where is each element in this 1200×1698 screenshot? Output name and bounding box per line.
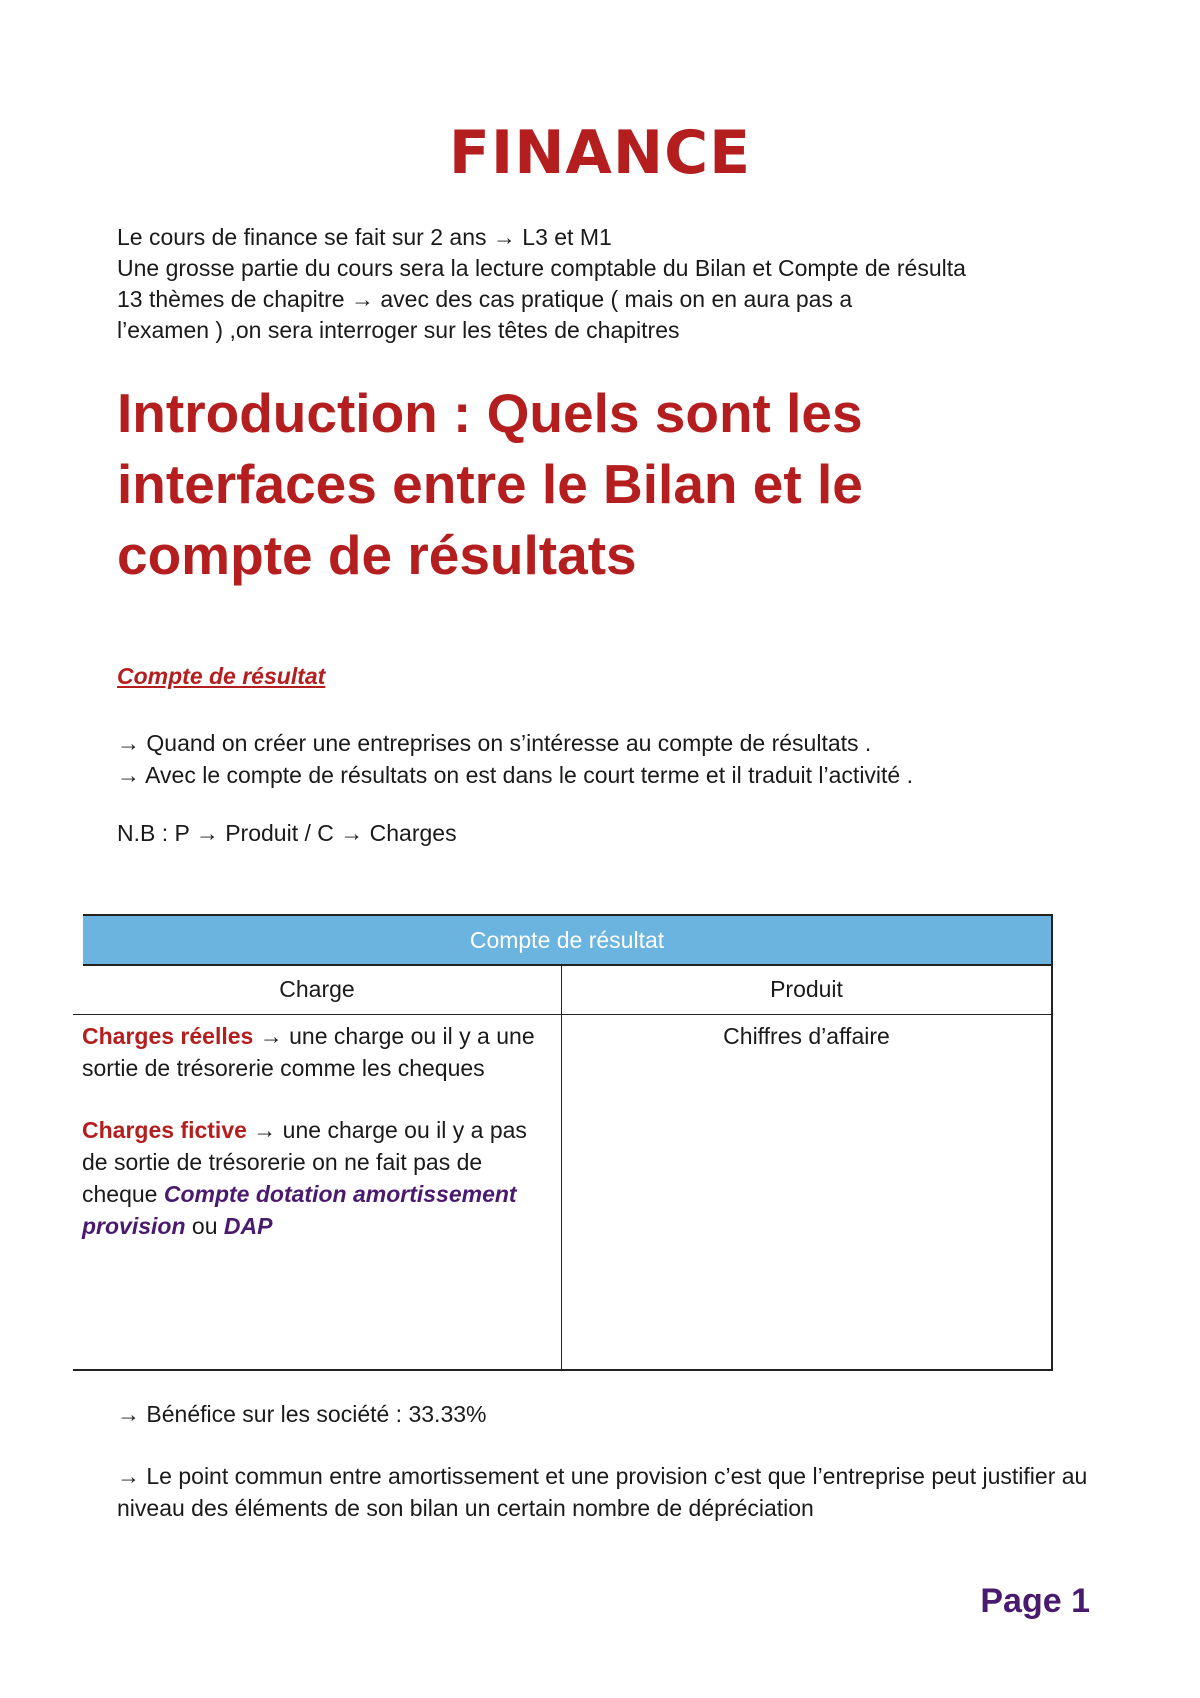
intro-line: Une grosse partie du cours sera la lecture comptable du Bilan et Compte de résulta bbox=[117, 255, 966, 281]
section-title: Compte de résultat bbox=[117, 663, 326, 689]
heading-line: Introduction : Quels sont les bbox=[117, 382, 863, 444]
heading-line: interfaces entre le Bilan et le bbox=[117, 453, 863, 515]
produit-cell: Chiffres d’affaire bbox=[723, 1023, 890, 1049]
bullet-list bbox=[117, 727, 1117, 791]
bullet-item: → Quand on créer une entreprises on s’intéresse au compte de résultats . bbox=[117, 730, 872, 756]
point-commun-note: → Le point commun entre amortissement et une provision c’est que l’entreprise peut justifier au niveau des éléments de son bilan un certain nombre de dépréciation bbox=[117, 1463, 1088, 1521]
charges-reelles-label: Charges réelles bbox=[82, 1023, 254, 1049]
benefice-note: → Bénéfice sur les société : 33.33% bbox=[117, 1401, 487, 1427]
charges-fictive-label: Charges fictive bbox=[82, 1117, 247, 1143]
charges-fictive-text: → une charge ou il y a pas de sortie de trésorerie on ne fait pas de cheque bbox=[82, 1117, 527, 1207]
join-word: ou bbox=[185, 1213, 224, 1239]
column-header-produit: Produit bbox=[562, 965, 1051, 1015]
column-header-charge: Charge bbox=[73, 965, 561, 1015]
charges-fictive-entry bbox=[82, 1114, 554, 1242]
page-number: Page 1 bbox=[980, 1582, 1090, 1620]
compte-dotation-emphasis: Compte dotation amortissement provision bbox=[82, 1181, 517, 1239]
charges-reelles-text: → une charge ou il y a une sortie de trésorerie comme les cheques bbox=[82, 1023, 535, 1081]
bullet-item: → Avec le compte de résultats on est dans le court terme et il traduit l’activité . bbox=[117, 762, 914, 788]
document-title: FINANCE bbox=[448, 118, 752, 188]
heading-line: compte de résultats bbox=[117, 524, 637, 586]
compte-de-resultat-table bbox=[73, 914, 1053, 1371]
charges-reelles-entry bbox=[82, 1020, 554, 1084]
intro-line: 13 thèmes de chapitre → avec des cas pratique ( mais on en aura pas a bbox=[117, 286, 853, 312]
dap-emphasis: DAP bbox=[223, 1213, 273, 1239]
charge-cell bbox=[82, 1020, 554, 1242]
intro-line: Le cours de finance se fait sur 2 ans → L3 et M1 bbox=[117, 224, 612, 250]
nb-note: N.B : P → Produit / C → Charges bbox=[117, 820, 457, 846]
intro-paragraph bbox=[117, 222, 1117, 346]
introduction-heading bbox=[117, 378, 1117, 591]
intro-line: l’examen ) ,on sera interroger sur les têtes de chapitres bbox=[117, 317, 680, 343]
table-header: Compte de résultat bbox=[83, 914, 1051, 966]
after-table-notes bbox=[117, 1398, 1117, 1524]
